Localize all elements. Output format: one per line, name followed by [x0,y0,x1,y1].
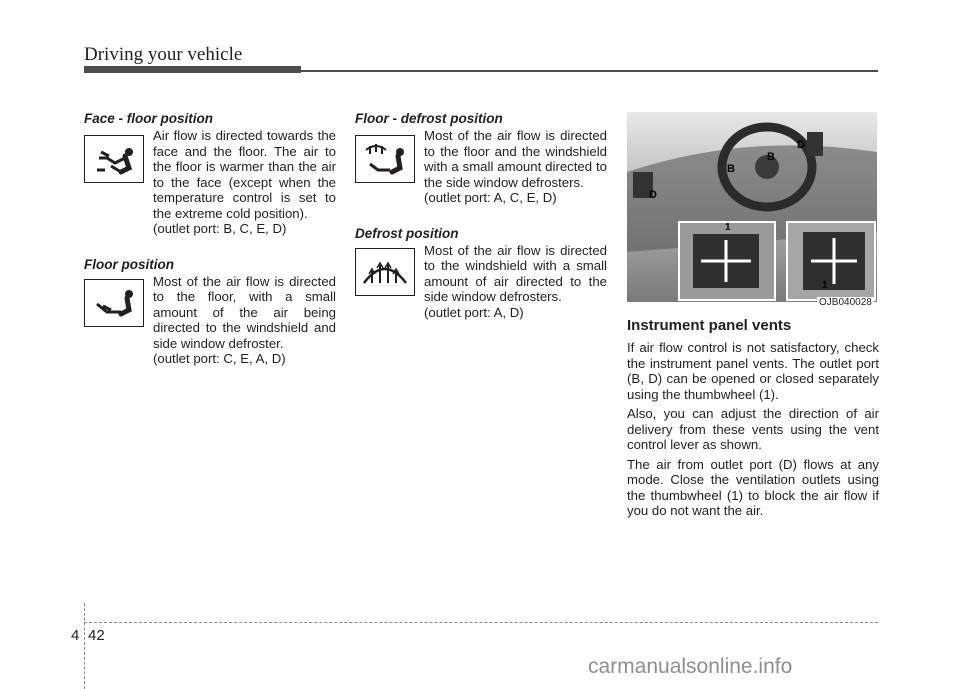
column-middle [355,111,607,334]
mode-floor [84,257,336,367]
page-header-title: Driving your vehicle [84,44,243,65]
section-title: Floor position [84,256,174,272]
photo-label-d2: D [649,189,657,201]
mode-description: Most of the air flow is directed to the floor, with a small amount of the air being directed to the windshield and side window defroster. [153,273,336,351]
section-title: Floor - defrost position [355,111,503,126]
mode-description: Air flow is directed towards the face and the floor. The air to the floor is warmer than the air to the face (except when the temperature control is set to the extreme cold position). [153,128,336,221]
column-right [627,313,879,523]
photo-label-b2: B [767,151,775,163]
watermark: carmanualsonline.info [588,655,793,678]
outlet-port-text: (outlet port: A, D) [424,304,524,320]
defrost-airflow-icon [355,248,415,296]
photo-label-1: 1 [725,222,731,233]
header-rule [301,70,878,72]
section-title: Face - floor position [84,111,214,126]
chapter-number: 4 [71,627,80,644]
floor-airflow-icon [84,279,144,327]
photo-label-1b: 1 [822,280,828,291]
section-title: Defrost position [355,225,459,241]
floor-defrost-airflow-icon [355,135,415,183]
mode-description: Most of the air flow is directed to the windshield with a small amount of air directed to the side window defrosters. [424,242,607,304]
instrument-panel-photo [627,112,877,302]
header-bar [84,66,301,73]
mode-floor-defrost [355,111,607,206]
photo-label-d: D [797,139,805,151]
mode-description: Most of the air flow is directed to the floor and the windshield with a small amount directed to the side window defrosters. [424,128,607,190]
mode-defrost [355,226,607,321]
column-left [84,111,336,381]
face-floor-airflow-icon [84,135,144,183]
outlet-port-text: (outlet port: A, C, E, D) [424,190,557,205]
paragraph: If air flow control is not satisfactory, check the instrument panel vents. The outlet port (B, D) can be opened or closed separately using the thumbwheel (1). [627,340,879,402]
footer-divider [84,603,85,689]
paragraph: Also, you can adjust the direction of air delivery from these vents using the vent control lever as shown. [627,406,879,452]
photo-label-b: B [727,163,735,175]
mode-face-floor [84,111,336,237]
outlet-port-text: (outlet port: B, C, E, D) [153,221,287,236]
photo-caption: OJB040028 [819,297,872,308]
footer-rule [84,622,878,623]
page-number: 42 [88,627,105,644]
paragraph: The air from outlet port (D) flows at any mode. Close the ventilation outlets using the thumbwheel (1) to block the air flow if you do not want the air. [627,456,879,518]
outlet-port-text: (outlet port: C, E, A, D) [153,351,286,366]
section-heading: Instrument panel vents [627,317,792,334]
